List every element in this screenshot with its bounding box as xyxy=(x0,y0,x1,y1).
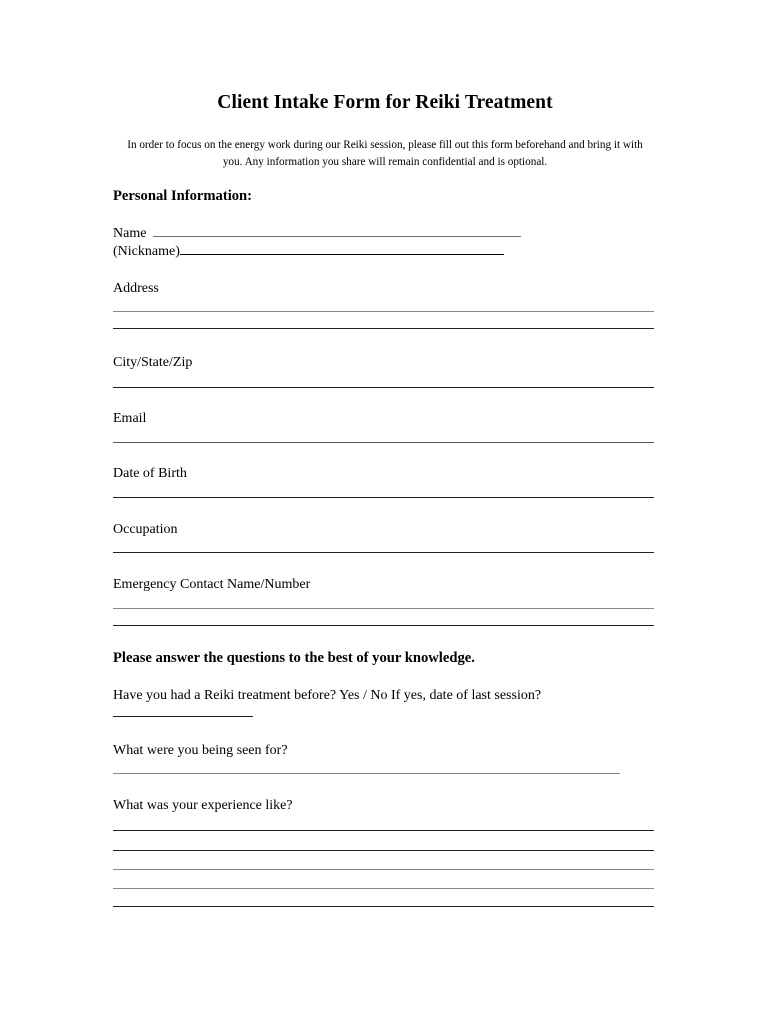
field-input-emergency-contact-line-2[interactable] xyxy=(113,625,654,626)
field-label-nickname: (Nickname) xyxy=(113,244,180,259)
field-label-address: Address xyxy=(113,281,159,296)
answer-input-experience-line-5[interactable] xyxy=(113,906,654,907)
field-input-date-of-birth[interactable] xyxy=(113,497,654,498)
answer-input-experience-line-4[interactable] xyxy=(113,888,654,889)
answer-input-experience-line-2[interactable] xyxy=(113,850,654,851)
answer-input-seen-for[interactable] xyxy=(113,773,620,774)
field-input-emergency-contact-line-1[interactable] xyxy=(113,608,654,609)
field-input-occupation[interactable] xyxy=(113,552,654,553)
field-input-nickname[interactable] xyxy=(180,243,504,255)
field-input-name[interactable] xyxy=(153,225,521,237)
field-label-city-state-zip: City/State/Zip xyxy=(113,355,193,370)
question-seen-for: What were you being seen for? xyxy=(113,743,288,758)
intro-paragraph: In order to focus on the energy work during our Reiki session, please fill out this form beforehand and bring it with you. Any information you share will remain confidential and is optional. xyxy=(127,139,643,168)
field-label-email: Email xyxy=(113,411,147,426)
field-name[interactable] xyxy=(113,225,521,242)
section-heading-questions: Please answer the questions to the best of your knowledge. xyxy=(113,650,475,666)
answer-input-experience-line-3[interactable] xyxy=(113,869,654,870)
answer-input-last-session-date[interactable] xyxy=(113,716,253,717)
section-heading-personal-information: Personal Information: xyxy=(113,188,253,204)
page-title: Client Intake Form for Reiki Treatment xyxy=(217,92,553,113)
question-reiki-treatment-before: Have you had a Reiki treatment before? Yes / No If yes, date of last session? xyxy=(113,688,542,703)
field-input-address-line-2[interactable] xyxy=(113,328,654,329)
field-input-city-state-zip[interactable] xyxy=(113,387,654,388)
field-label-name: Name xyxy=(113,226,147,241)
field-label-date-of-birth: Date of Birth xyxy=(113,466,187,481)
field-label-occupation: Occupation xyxy=(113,522,178,537)
answer-input-experience-line-1[interactable] xyxy=(113,830,654,831)
field-input-email[interactable] xyxy=(113,442,654,443)
field-label-emergency-contact: Emergency Contact Name/Number xyxy=(113,577,311,592)
field-nickname[interactable] xyxy=(113,243,504,260)
field-input-address-line-1[interactable] xyxy=(113,311,654,312)
question-experience-like: What was your experience like? xyxy=(113,798,293,813)
